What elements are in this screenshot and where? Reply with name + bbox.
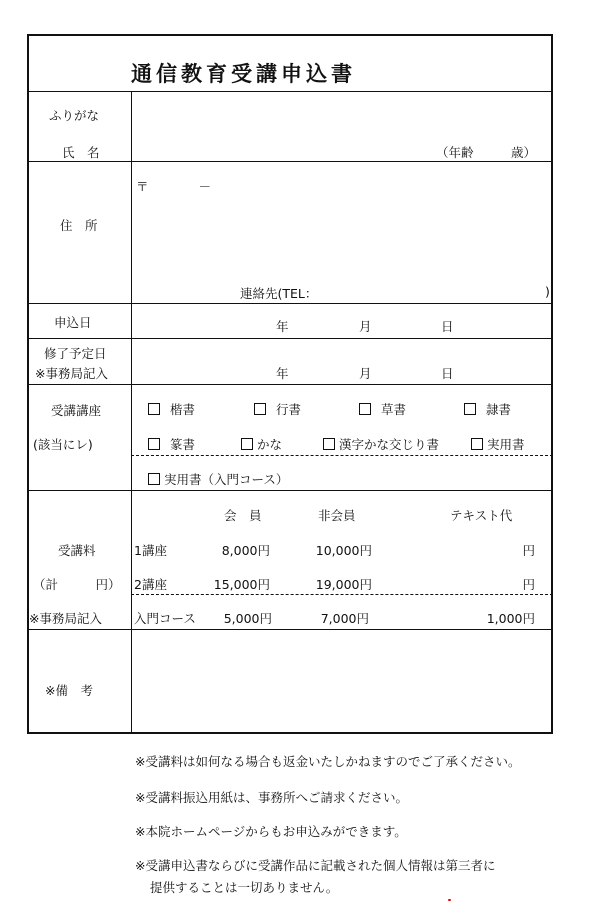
course-checkbox-tensho[interactable]: 篆書 — [148, 435, 195, 453]
address-label: 住 所 — [60, 218, 98, 233]
course-checkbox-gyosho[interactable]: 行書 — [254, 400, 301, 418]
form-title: 通信教育受講申込書 — [131, 62, 356, 86]
fee-header-nonmember: 非会員 — [318, 508, 356, 523]
dashed-divider — [131, 455, 553, 456]
row-divider — [27, 629, 553, 630]
completion-year: 年 — [276, 366, 289, 381]
address-field[interactable] — [134, 196, 550, 274]
scan-speck — [448, 899, 451, 901]
row-divider — [27, 161, 553, 162]
note-refund: ※受講料は如何なる場合も返金いたしかねますのでご了承ください。 — [135, 754, 521, 769]
contact-tel-label: 連絡先(TEL： — [240, 286, 318, 301]
course-checkbox-sosho[interactable]: 草書 — [359, 400, 406, 418]
dashed-divider — [131, 594, 553, 595]
column-divider — [131, 91, 132, 734]
fee-row-member: 15,000円 — [213, 577, 270, 592]
row-divider — [27, 91, 553, 92]
postal-code-field[interactable]: 〒 － — [136, 179, 212, 194]
furigana-label: ふりがな — [49, 108, 100, 123]
contact-tel-close: ) — [545, 284, 550, 299]
fee-header-text: テキスト代 — [450, 508, 513, 523]
completion-month: 月 — [359, 366, 372, 381]
course-checkbox-jitsuyo-intro[interactable]: 実用書（入門コース） — [148, 470, 288, 488]
checkbox-icon — [241, 438, 253, 450]
fee-label: 受講料 — [58, 543, 96, 558]
completion-day: 日 — [441, 366, 454, 381]
fee-row-member: 5,000円 — [223, 611, 272, 626]
note-privacy: ※受講申込書ならびに受講作品に記載された個人情報は第三者に — [135, 858, 496, 873]
course-checkbox-jitsuyo[interactable]: 実用書 — [471, 435, 525, 453]
office-entry-note: ※事務局記入 — [35, 366, 108, 381]
fee-row-nonmember: 19,000円 — [315, 577, 372, 592]
checkbox-icon — [148, 473, 160, 485]
fee-header-member: 会 員 — [224, 508, 262, 523]
course-checkbox-kanji-kana[interactable]: 漢字かな交じり書 — [323, 435, 439, 453]
fee-row-nonmember: 7,000円 — [320, 611, 369, 626]
row-divider — [27, 384, 553, 385]
fee-office-entry: ※事務局記入 — [29, 611, 102, 626]
apply-year: 年 — [276, 319, 289, 334]
checkbox-icon — [254, 403, 266, 415]
remarks-label: ※備 考 — [45, 683, 93, 698]
course-checkbox-kana[interactable]: かな — [241, 435, 282, 453]
apply-month: 月 — [359, 319, 372, 334]
apply-date-label: 申込日 — [54, 315, 92, 330]
fee-row-name: 2講座 — [134, 577, 167, 592]
checkbox-icon — [323, 438, 335, 450]
completion-date-label: 修了予定日 — [44, 346, 107, 361]
name-label: 氏 名 — [62, 145, 100, 160]
checkbox-icon — [359, 403, 371, 415]
row-divider — [27, 490, 553, 491]
note-website: ※本院ホームページからもお申込みができます。 — [135, 824, 407, 839]
checkbox-icon — [148, 403, 160, 415]
fee-row-nonmember: 10,000円 — [315, 543, 372, 558]
fee-row-name: 入門コース — [134, 611, 196, 626]
note-privacy-continued: 提供することは一切ありません。 — [150, 880, 339, 895]
note-payment-slip: ※受講料振込用紙は、事務所へご請求ください。 — [135, 790, 408, 805]
checkbox-icon — [471, 438, 483, 450]
course-label: 受講講座 — [51, 403, 102, 418]
fee-row-text: 1,000円 — [486, 611, 535, 626]
fee-total-field: （計 円） — [33, 577, 121, 592]
fee-row-name: 1講座 — [134, 543, 167, 558]
remarks-field[interactable] — [134, 633, 550, 729]
fee-row-text: 円 — [522, 543, 535, 558]
checkbox-icon — [464, 403, 476, 415]
course-checkbox-reisho[interactable]: 隷書 — [464, 400, 511, 418]
row-divider — [27, 338, 553, 339]
course-checkbox-kaisho[interactable]: 楷書 — [148, 400, 195, 418]
age-field: （年齢 歳） — [436, 145, 537, 160]
row-divider — [27, 303, 553, 304]
apply-day: 日 — [441, 319, 454, 334]
fee-row-member: 8,000円 — [221, 543, 270, 558]
fee-row-text: 円 — [522, 577, 535, 592]
checkbox-icon — [148, 438, 160, 450]
course-hint: (該当にレ) — [33, 437, 93, 452]
